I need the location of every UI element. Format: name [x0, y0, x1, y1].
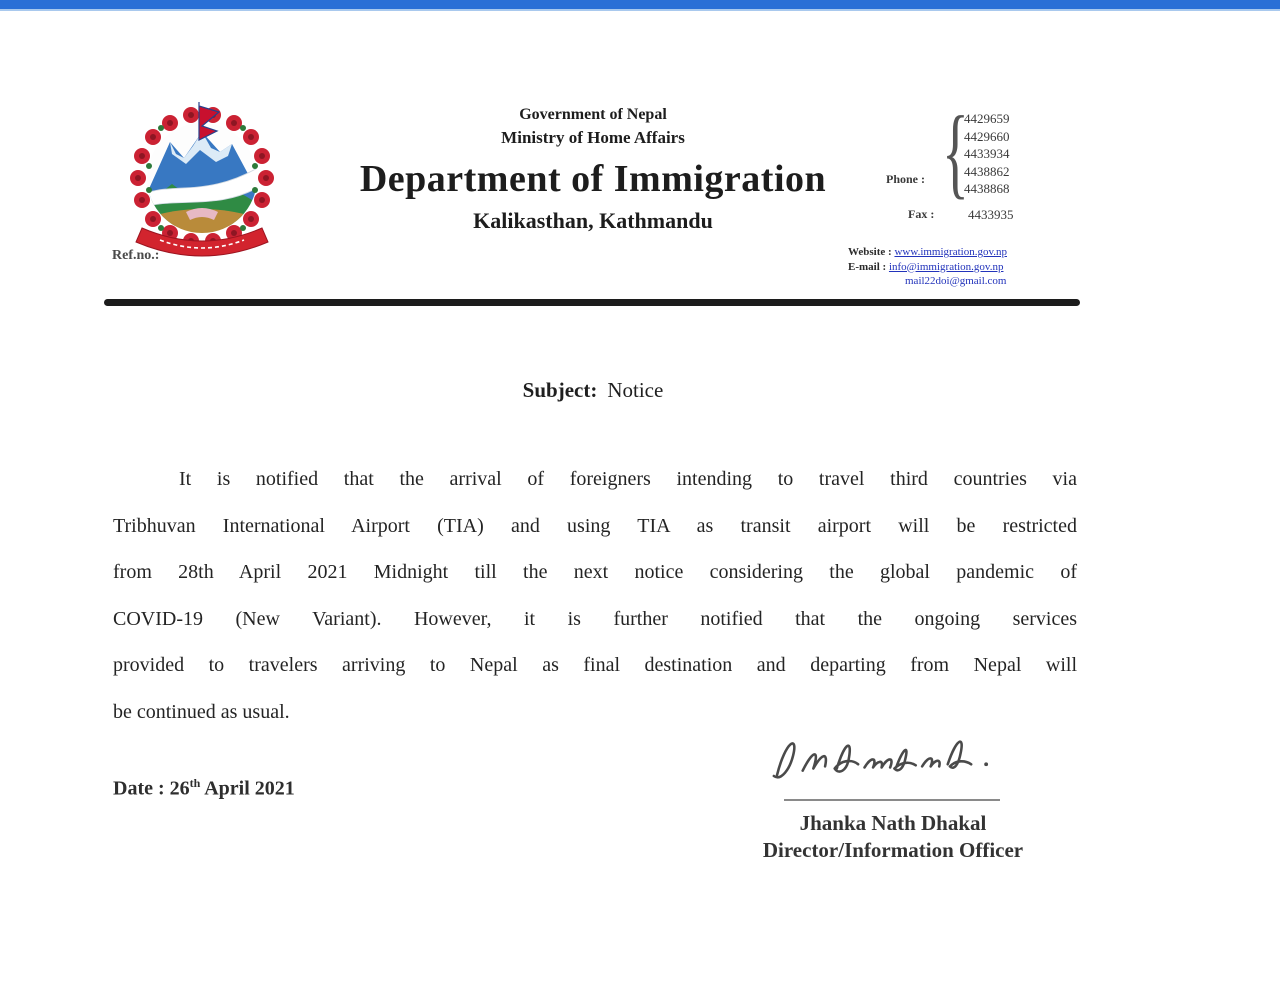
- email-primary-link[interactable]: info@immigration.gov.np: [888, 260, 1004, 273]
- top-accent-bar-edge: [0, 9, 1280, 11]
- phone-number: 4429660: [964, 128, 1010, 144]
- body-line: COVID-19 (New Variant). However, it is further notified that the ongoing services: [113, 607, 1077, 630]
- phone-number: 4429659: [964, 111, 1010, 126]
- brace-glyph: {: [942, 96, 969, 209]
- website-label: Website :: [848, 246, 892, 258]
- body-line: provided to travelers arriving to Nepal as final destination and departing from Nepal will: [113, 654, 1077, 676]
- phone-number: 4433934: [964, 146, 1010, 162]
- notice-body: [113, 456, 1077, 735]
- ministry-line: Ministry of Home Affairs: [501, 128, 685, 147]
- fax-label: Fax :: [908, 207, 935, 221]
- body-line: It is notified that the arrival of foreigners intending to travel third countries via: [179, 468, 1077, 490]
- letterhead-center: [313, 104, 873, 236]
- top-accent-bar: [0, 0, 1280, 9]
- department-title: Department of Immigration: [359, 158, 827, 200]
- signature-underline: [784, 799, 1000, 801]
- phone-label: Phone :: [886, 172, 925, 186]
- letterhead-divider-rule: [104, 299, 1080, 306]
- subject-value: Notice: [607, 378, 664, 402]
- handwritten-signature: [758, 728, 1018, 792]
- phone-number: 4438868: [964, 181, 1010, 197]
- subject-line: [313, 378, 873, 403]
- address-line: Kalikasthan, Kathmandu: [473, 208, 713, 233]
- email-label: E-mail :: [848, 260, 887, 273]
- body-line: be continued as usual.: [113, 700, 290, 723]
- signatory-title: Director/Information Officer: [762, 838, 1024, 862]
- phone-number: 4438862: [964, 163, 1010, 179]
- body-line: Tribhuvan International Airport (TIA) and using TIA as transit airport will be restricted: [113, 514, 1077, 537]
- subject-label: Subject:: [522, 378, 598, 402]
- nepal-emblem-logo: [116, 100, 288, 262]
- government-line: Government of Nepal: [519, 106, 667, 123]
- fax-number: 4433935: [968, 207, 1014, 222]
- contact-links-block: [848, 245, 1007, 289]
- date-ordinal-superscript: th: [189, 776, 201, 790]
- website-link[interactable]: www.immigration.gov.np: [894, 246, 1007, 258]
- signatory-name: Jhanka Nath Dhakal: [799, 811, 987, 835]
- date-line: Date : 26th April 2021: [113, 776, 295, 800]
- phone-number-list: [964, 110, 1010, 198]
- ref-no-label: Ref.no.:: [112, 248, 160, 263]
- body-line: from 28th April 2021 Midnight till the next notice considering the global pandemic of: [113, 561, 1077, 583]
- email-secondary-link[interactable]: mail22doi@gmail.com: [905, 275, 1007, 287]
- signatory-block: [718, 810, 1068, 864]
